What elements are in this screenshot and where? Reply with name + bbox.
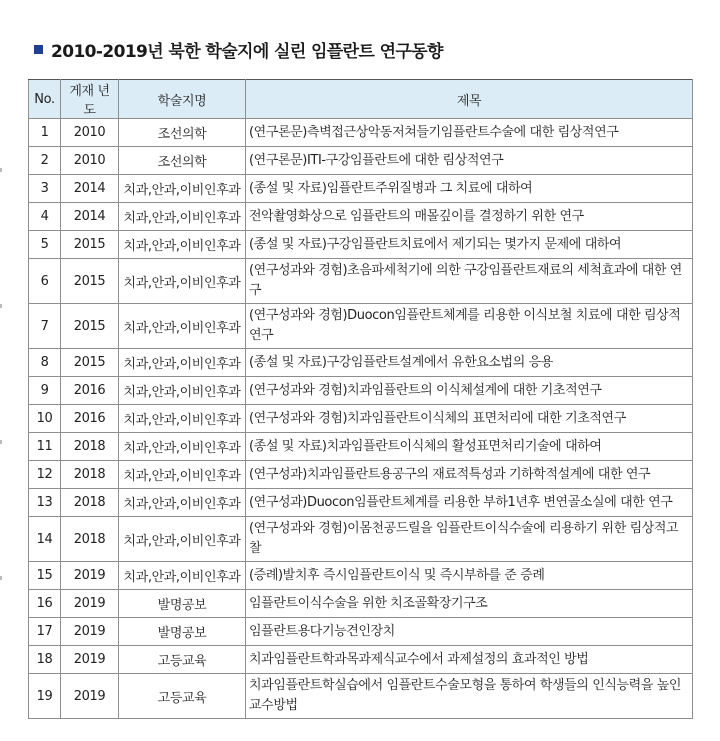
cell-journal: 치과,안과,이비인후과 (119, 405, 246, 433)
table-row (29, 119, 693, 147)
cell-journal: 발명공보 (119, 618, 246, 646)
cell-year: 2019 (61, 590, 119, 618)
cell-no: 12 (29, 461, 61, 489)
cell-no: 3 (29, 175, 61, 203)
cell-no: 17 (29, 618, 61, 646)
table-row (29, 461, 693, 489)
cell-no: 14 (29, 517, 61, 562)
cell-no: 1 (29, 119, 61, 147)
cell-subject: (연구성과와 경험)Duocon임플란트체계를 리용한 이식보철 치료에 대한 림상적연구 (246, 304, 693, 349)
table-row (29, 618, 693, 646)
table-row (29, 377, 693, 405)
cell-no: 8 (29, 349, 61, 377)
cell-year: 2018 (61, 461, 119, 489)
table-row (29, 259, 693, 304)
cell-journal: 치과,안과,이비인후과 (119, 259, 246, 304)
cell-subject: (연구성과)Duocon임플란트체계를 리용한 부하1년후 변연골소실에 대한 연구 (246, 489, 693, 517)
cell-no: 4 (29, 203, 61, 231)
cell-subject: 치과임플란트학실습에서 임플란트수술모형을 통하여 학생들의 인식능력을 높인 교수방법 (246, 674, 693, 719)
cell-journal: 조선의학 (119, 119, 246, 147)
cell-year: 2015 (61, 259, 119, 304)
table-row (29, 674, 693, 719)
cell-journal: 치과,안과,이비인후과 (119, 517, 246, 562)
table-caption (34, 37, 443, 62)
table-row (29, 562, 693, 590)
cell-year: 2016 (61, 405, 119, 433)
table-row (29, 517, 693, 562)
cell-subject: 치과임플란트학과목과제식교수에서 과제설정의 효과적인 방법 (246, 646, 693, 674)
cell-subject: (종설 및 자료)구강임플란트설계에서 유한요소법의 응용 (246, 349, 693, 377)
cell-no: 18 (29, 646, 61, 674)
page-edge-marks (0, 0, 4, 741)
cell-subject: (연구성과와 경험)이몸천공드릴을 임플란트이식수술에 리용하기 위한 림상적고찰 (246, 517, 693, 562)
header-subject: 제목 (246, 80, 693, 119)
cell-no: 11 (29, 433, 61, 461)
table-row (29, 304, 693, 349)
cell-no: 13 (29, 489, 61, 517)
cell-year: 2019 (61, 646, 119, 674)
table-row (29, 349, 693, 377)
cell-year: 2010 (61, 147, 119, 175)
cell-year: 2010 (61, 119, 119, 147)
cell-subject: 임플란트용다기능견인장치 (246, 618, 693, 646)
cell-journal: 치과,안과,이비인후과 (119, 433, 246, 461)
cell-year: 2015 (61, 304, 119, 349)
cell-subject: (연구론문)측벽접근상악동저쳐들기임플란트수술에 대한 림상적연구 (246, 119, 693, 147)
cell-year: 2015 (61, 349, 119, 377)
table-row (29, 147, 693, 175)
header-row (29, 80, 693, 119)
table-row (29, 646, 693, 674)
cell-journal: 치과,안과,이비인후과 (119, 231, 246, 259)
cell-journal: 치과,안과,이비인후과 (119, 377, 246, 405)
cell-no: 2 (29, 147, 61, 175)
cell-year: 2018 (61, 433, 119, 461)
table-row (29, 489, 693, 517)
cell-no: 16 (29, 590, 61, 618)
research-trends-table (28, 79, 693, 719)
cell-subject: (종설 및 자료)치과임플란트이식체의 활성표면처리기술에 대하여 (246, 433, 693, 461)
cell-year: 2019 (61, 562, 119, 590)
cell-year: 2014 (61, 175, 119, 203)
cell-subject: (연구론문)ITI-구강임플란트에 대한 림상적연구 (246, 147, 693, 175)
cell-no: 6 (29, 259, 61, 304)
table-row (29, 203, 693, 231)
table-row (29, 231, 693, 259)
cell-no: 19 (29, 674, 61, 719)
header-no: No. (29, 80, 61, 119)
cell-year: 2018 (61, 489, 119, 517)
cell-no: 5 (29, 231, 61, 259)
cell-journal: 치과,안과,이비인후과 (119, 461, 246, 489)
cell-no: 9 (29, 377, 61, 405)
cell-journal: 고등교육 (119, 674, 246, 719)
cell-no: 10 (29, 405, 61, 433)
table-title: 2010-2019년 북한 학술지에 실린 임플란트 연구동향 (51, 42, 443, 62)
cell-subject: (연구성과와 경험)초음파세척기에 의한 구강임플란트재료의 세척효과에 대한 연구 (246, 259, 693, 304)
cell-subject: (연구성과와 경험)치과임플란트이식체의 표면처리에 대한 기초적연구 (246, 405, 693, 433)
cell-journal: 치과,안과,이비인후과 (119, 304, 246, 349)
cell-journal: 치과,안과,이비인후과 (119, 489, 246, 517)
cell-year: 2016 (61, 377, 119, 405)
header-year: 게재 년도 (61, 80, 119, 119)
cell-no: 7 (29, 304, 61, 349)
square-bullet-icon (34, 45, 43, 54)
cell-journal: 치과,안과,이비인후과 (119, 562, 246, 590)
cell-journal: 발명공보 (119, 590, 246, 618)
table-body (29, 119, 693, 719)
cell-subject: (증례)발치후 즉시임플란트이식 및 즉시부하를 준 증례 (246, 562, 693, 590)
cell-subject: 전악촬영화상으로 임플란트의 매몰깊이를 결정하기 위한 연구 (246, 203, 693, 231)
cell-subject: (종설 및 자료)구강임플란트치료에서 제기되는 몇가지 문제에 대하여 (246, 231, 693, 259)
cell-year: 2018 (61, 517, 119, 562)
cell-no: 15 (29, 562, 61, 590)
cell-journal: 치과,안과,이비인후과 (119, 175, 246, 203)
cell-year: 2019 (61, 618, 119, 646)
cell-journal: 고등교육 (119, 646, 246, 674)
header-journal: 학술지명 (119, 80, 246, 119)
cell-journal: 조선의학 (119, 147, 246, 175)
cell-year: 2014 (61, 203, 119, 231)
cell-subject: (종설 및 자료)임플란트주위질병과 그 치료에 대하여 (246, 175, 693, 203)
table-row (29, 405, 693, 433)
cell-subject: 임플란트이식수술을 위한 치조골확장기구조 (246, 590, 693, 618)
cell-year: 2015 (61, 231, 119, 259)
cell-year: 2019 (61, 674, 119, 719)
cell-subject: (연구성과)치과임플란트용공구의 재료적특성과 기하학적설계에 대한 연구 (246, 461, 693, 489)
cell-journal: 치과,안과,이비인후과 (119, 349, 246, 377)
table-row (29, 175, 693, 203)
cell-journal: 치과,안과,이비인후과 (119, 203, 246, 231)
table-row (29, 433, 693, 461)
table-row (29, 590, 693, 618)
cell-subject: (연구성과와 경험)치과임플란트의 이식체설계에 대한 기초적연구 (246, 377, 693, 405)
